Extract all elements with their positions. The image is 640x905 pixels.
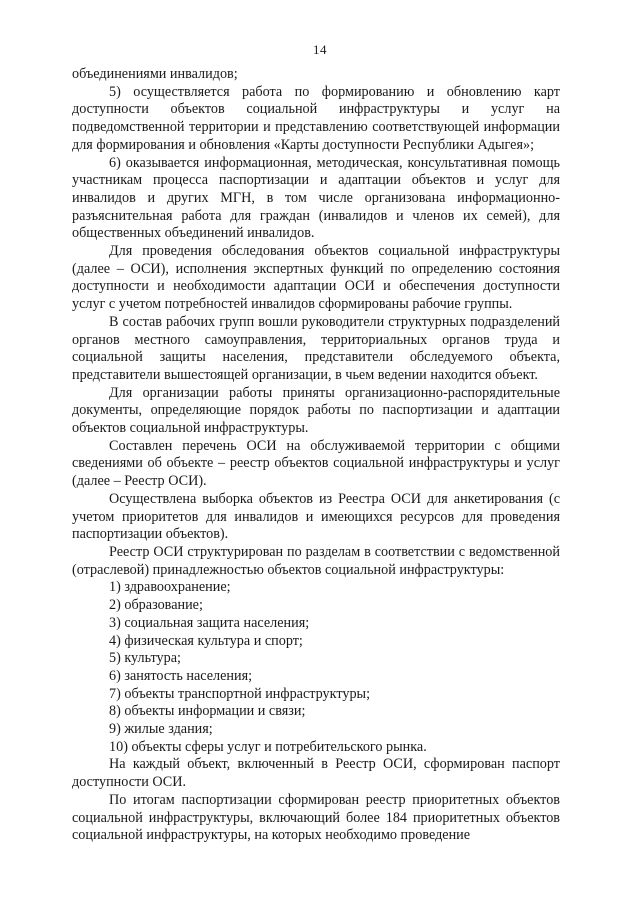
list-item: 6) занятость населения; [109,667,253,684]
list-item: 9) жилые здания; [109,721,213,738]
page-number: 14 [313,42,327,57]
list-item: 3) социальная защита населения; [109,614,310,631]
list-item: 1) здравоохранение; [109,579,231,596]
list-item: 5) культура; [109,650,181,667]
paragraph-registry-structure: Реестр ОСИ структурирован по разделам в соответствии с ведомственной (отраслевой) принадлежностью объектов социальной инфраструктуры: [72,543,560,578]
paragraph-passport: На каждый объект, включенный в Реестр ОСИ, сформирован паспорт доступности ОСИ. [72,756,560,791]
paragraph-osi-list: Составлен перечень ОСИ на обслуживаемой территории с общими сведениями об объекте – реестр объектов социальной инфраструктуры и услуг (далее – Реестр ОСИ). [72,437,560,490]
document-body [72,66,560,845]
paragraph-item-6: 6) оказывается информационная, методическая, консультативная помощь участникам процесса паспортизации и адаптации объектов и услуг для инвалидов и других МГН, в том числе организована информационно-разъяснительная работа для граждан (инвалидов и членов их семей), для общественных объединений инвалидов. [72,154,560,242]
paragraph-documents: Для организации работы приняты организационно-распорядительные документы, определяющие порядок работы по паспортизации и адаптации объектов социальной инфраструктуры. [72,384,560,437]
paragraph-group-composition: В состав рабочих групп вошли руководители структурных подразделений органов местного самоуправления, территориальных органов труда и социальной защиты населения, представители обследуемого объекта, представители вышестоящей организации, в чьем ведении находится объект. [72,313,560,383]
paragraph-item-5: 5) осуществляется работа по формированию и обновлению карт доступности объектов социальной инфраструктуры и услуг на подведомственной территории и представлению соответствующей информации для формирования и обновления «Карты доступности Республики Адыгея»; [72,83,560,153]
list-item: 4) физическая культура и спорт; [109,632,303,649]
list-item: 8) объекты информации и связи; [109,703,306,720]
list-item: 7) объекты транспортной инфраструктуры; [109,685,371,702]
paragraph-working-groups: Для проведения обследования объектов социальной инфраструктуры (далее – ОСИ), исполнения экспертных функций по определению состояния доступности и необходимости адаптации ОСИ и обеспечения доступности услуг с учетом потребностей инвалидов сформированы рабочие группы. [72,243,560,313]
list-item: 2) образование; [109,597,203,614]
list-item: 10) объекты сферы услуг и потребительского рынка. [109,738,427,755]
paragraph-continuation: объединениями инвалидов; [72,66,238,82]
paragraph-priority-registry: По итогам паспортизации сформирован реестр приоритетных объектов социальной инфраструктуры, включающий более 184 приоритетных объектов социальной инфраструктуры, на которых необходимо проведение [72,791,560,844]
paragraph-selection: Осуществлена выборка объектов из Реестра ОСИ для анкетирования (с учетом приоритетов для инвалидов и имеющихся ресурсов для проведения паспортизации объектов). [72,490,560,543]
